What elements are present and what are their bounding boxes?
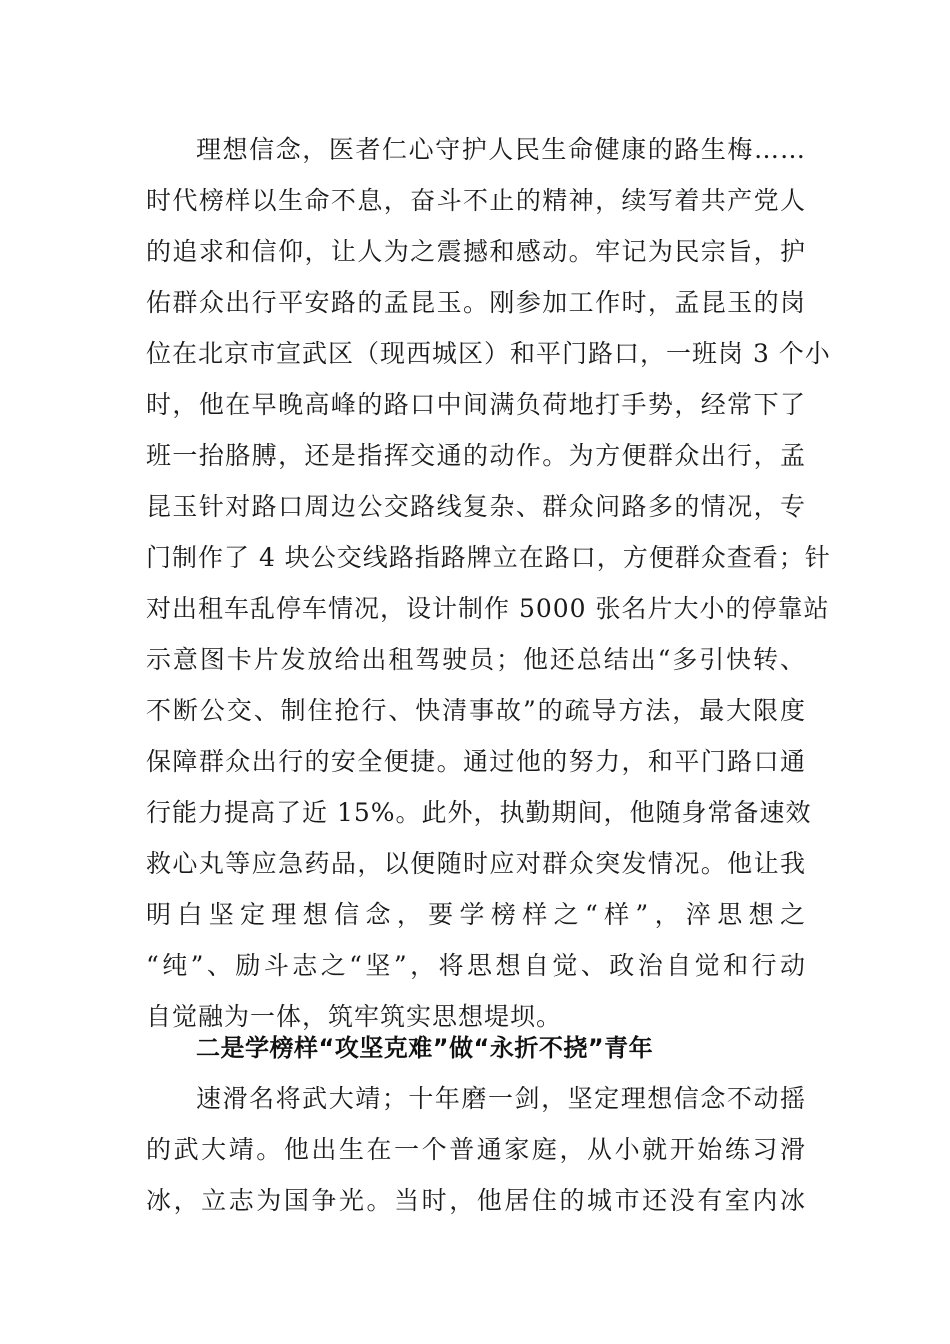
paragraph-line: 理想信念，医者仁心守护人民生命健康的路生梅…… <box>196 135 806 164</box>
paragraph-line: 对出租车乱停车情况，设计制作 5000 张名片大小的停靠站 <box>146 594 830 623</box>
paragraph-line: 昆玉针对路口周边公交路线复杂、群众问路多的情况，专 <box>146 492 806 521</box>
paragraph-line: 明白坚定理想信念，要学榜样之“样”，淬思想之 <box>146 900 806 929</box>
paragraph-line: 时代榜样以生命不息，奋斗不止的精神，续写着共产党人 <box>146 186 806 215</box>
paragraph-line: 班一抬胳膊，还是指挥交通的动作。为方便群众出行，孟 <box>146 441 806 470</box>
paragraph-line: 佑群众出行平安路的孟昆玉。刚参加工作时，孟昆玉的岗 <box>146 288 806 317</box>
paragraph-line: 的追求和信仰，让人为之震撼和感动。牢记为民宗旨，护 <box>146 237 806 266</box>
paragraph-line: 救心丸等应急药品，以便随时应对群众突发情况。他让我 <box>146 849 806 878</box>
paragraph-line: 门制作了 4 块公交线路指路牌立在路口，方便群众查看；针 <box>146 543 831 572</box>
paragraph-line: 的武大靖。他出生在一个普通家庭，从小就开始练习滑 <box>146 1135 806 1164</box>
paragraph-line: 行能力提高了近 15%。此外，执勤期间，他随身常备速效 <box>146 798 812 827</box>
paragraph-line: 速滑名将武大靖；十年磨一剑，坚定理想信念不动摇 <box>196 1084 806 1113</box>
paragraph-line: 不断公交、制住抢行、快清事故”的疏导方法，最大限度 <box>146 696 806 725</box>
paragraph-line: “纯”、励斗志之“坚”，将思想自觉、政治自觉和行动 <box>146 951 806 980</box>
paragraph-line: 位在北京市宣武区（现西城区）和平门路口，一班岗 3 个小 <box>146 339 831 368</box>
paragraph-line: 示意图卡片发放给出租驾驶员；他还总结出“多引快转、 <box>146 645 806 674</box>
paragraph-line: 冰，立志为国争光。当时，他居住的城市还没有室内冰 <box>146 1186 806 1215</box>
paragraph-line: 保障群众出行的安全便捷。通过他的努力，和平门路口通 <box>146 747 806 776</box>
section-heading: 二是学榜样“攻坚克难”做“永折不挠”青年 <box>196 1034 654 1062</box>
paragraph-line: 自觉融为一体，筑牢筑实思想堤坝。 <box>146 1002 563 1031</box>
paragraph-line: 时，他在早晚高峰的路口中间满负荷地打手势，经常下了 <box>146 390 806 419</box>
